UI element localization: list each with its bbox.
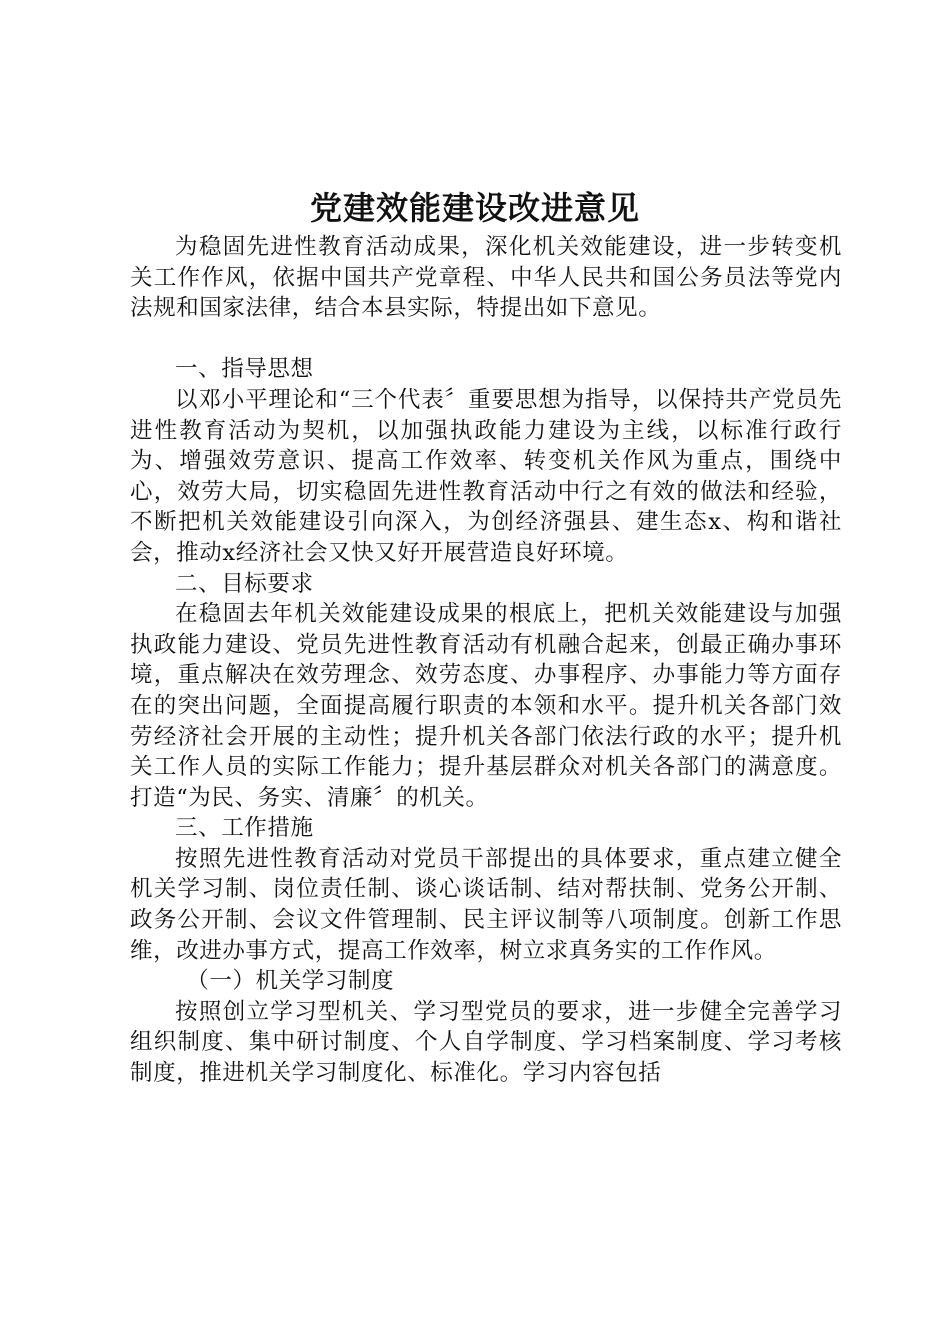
section-heading-measures: 三、工作措施 <box>175 815 314 842</box>
section-paragraph-guiding-thought: 以邓小平理论和“三个代表〞重要思想为指导，以保持共产党员先进性教育活动为契机，以加强执政能力建设为主线，以标准行政行为、增强效劳意识、提高工作效率、转变机关作风为重点，围绕中心，效劳大局，切实稳固先进性教育活动中行之有效的做法和经验，不断把机关效能建设引向深入，为创经济强县、建生态x、构和谐社会，推动x经济社会又快又好开展营造良好环境。 <box>130 386 842 566</box>
intro-paragraph: 为稳固先进性教育活动成果，深化机关效能建设，进一步转变机关工作作风，依据中国共产党章程、中华人民共和国公务员法等党内法规和国家法律，结合本县实际，特提出如下意见。 <box>130 234 842 322</box>
subsection-paragraph-study-system: 按照创立学习型机关、学习型党员的要求，进一步健全完善学习组织制度、集中研讨制度、个人自学制度、学习档案制度、学习考核制度，推进机关学习制度化、标准化。学习内容包括 <box>130 998 842 1087</box>
section-heading-guiding-thought: 一、指导思想 <box>175 356 314 383</box>
document-title: 党建效能建设改进意见 <box>309 189 640 227</box>
section-paragraph-goals: 在稳固去年机关效能建设成果的根底上，把机关效能建设与加强执政能力建设、党员先进性教育活动有机融合起来，创最正确办事环境，重点解决在效劳理念、效劳态度、办事程序、办事能力等方面存在的突出问题，全面提高履行职责的本领和水平。提升机关各部门效劳经济社会开展的主动性；提升机关各部门依法行政的水平；提升机关工作人员的实际工作能力；提升基层群众对机关各部门的满意度。打造“为民、务实、清廉〞的机关。 <box>130 601 842 811</box>
subsection-heading-study-system: （一）机关学习制度 <box>186 968 395 995</box>
section-heading-goals: 二、目标要求 <box>175 570 314 597</box>
paragraph-spacer <box>130 324 842 355</box>
document-body <box>130 232 842 1089</box>
section-paragraph-measures: 按照先进性教育活动对党员干部提出的具体要求，重点建立健全机关学习制、岗位责任制、谈心谈话制、结对帮扶制、党务公开制、政务公开制、会议文件管理制、民主评议制等八项制度。创新工作思维，改进办事方式，提高工作效率，树立求真务实的工作作风。 <box>130 845 842 964</box>
